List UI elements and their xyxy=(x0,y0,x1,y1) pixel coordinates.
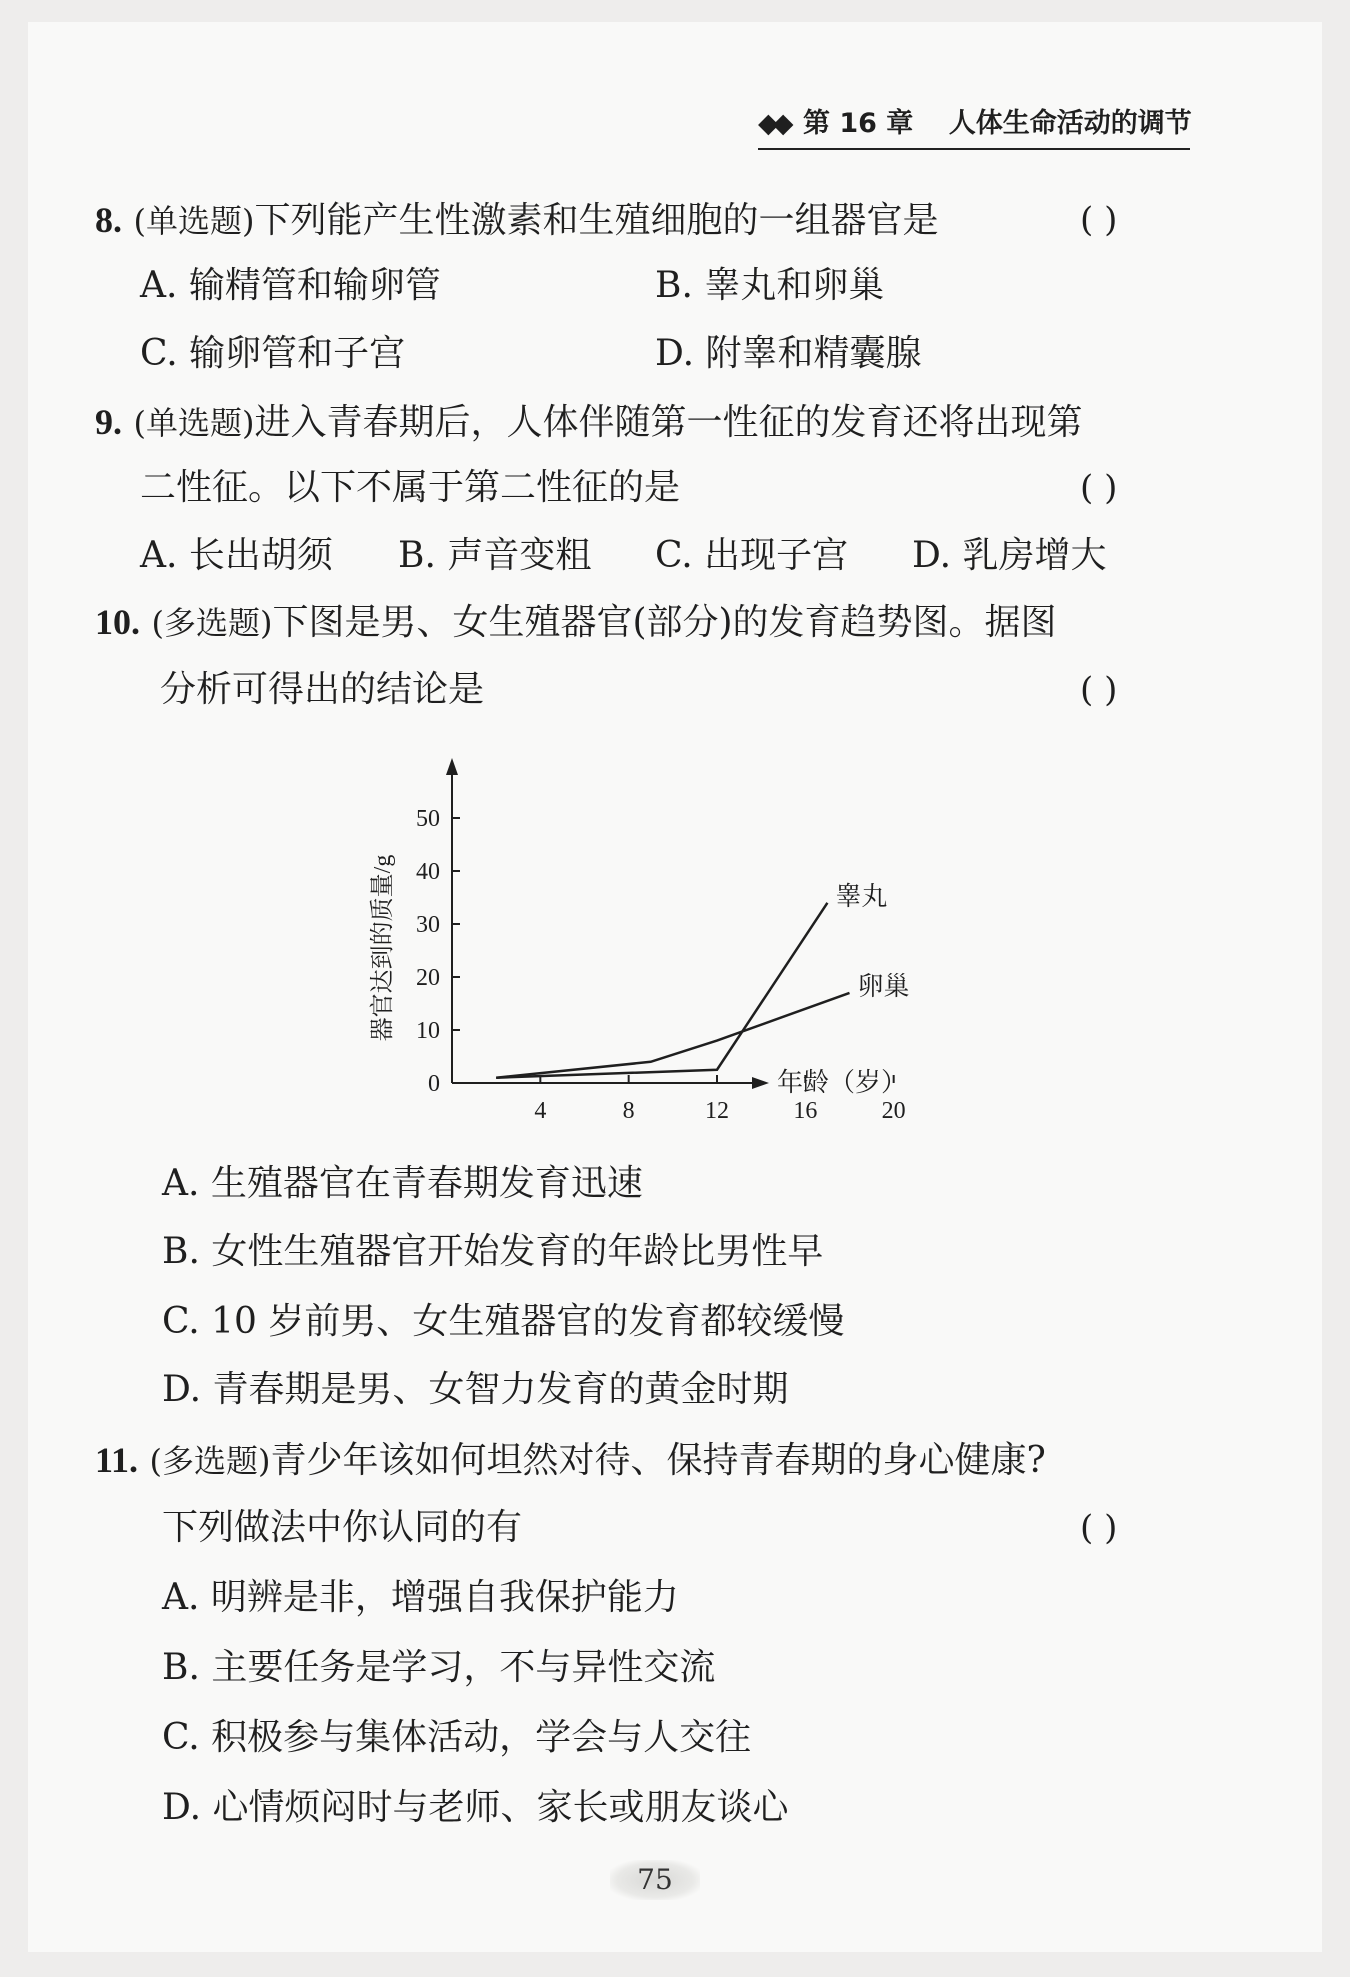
chapter-title: 人体生命活动的调节 xyxy=(948,108,1192,139)
option-a: A. 输精管和输卵管 xyxy=(140,265,441,306)
growth-chart xyxy=(355,750,975,1120)
y-tick-label: 40 xyxy=(416,859,440,885)
x-tick-label: 8 xyxy=(622,1098,635,1120)
series-label-1: 睾丸 xyxy=(835,881,888,911)
question-10-stem-cont: 分析可得出的结论是 xyxy=(160,669,485,710)
y-tick-label: 10 xyxy=(416,1018,440,1044)
y-tick-label: 30 xyxy=(416,912,440,938)
series-line-1 xyxy=(496,903,827,1078)
series-label-2: 卵巢 xyxy=(857,971,910,1001)
option-c: C. 10 岁前男、女生殖器官的发育都较缓慢 xyxy=(162,1301,845,1342)
chapter-header xyxy=(758,104,1190,150)
question-11-stem-cont: 下列做法中你认同的有 xyxy=(162,1507,523,1548)
option-b: B. 睾丸和卵巢 xyxy=(655,265,885,306)
x-tick-label: 16 xyxy=(793,1098,818,1120)
page-number: 75 xyxy=(610,1860,700,1900)
series-line-2 xyxy=(496,993,849,1078)
option-d: D. 附睾和精囊腺 xyxy=(655,333,922,374)
diamond-icon: ◆◆ xyxy=(758,108,788,139)
x-tick-label: 20 xyxy=(881,1098,906,1120)
option-b: B. 主要任务是学习，不与异性交流 xyxy=(162,1647,716,1688)
x-axis-arrow xyxy=(752,1077,769,1089)
chapter-number: 第 16 章 xyxy=(802,108,914,139)
option-a: A. 长出胡须 xyxy=(140,535,333,576)
answer-paren: ( ) xyxy=(1080,468,1118,508)
y-tick-label: 50 xyxy=(416,806,440,832)
option-d: D. 心情烦闷时与老师、家长或朋友谈心 xyxy=(162,1787,789,1828)
question-9-stem-cont: 二性征。以下不属于第二性征的是 xyxy=(140,467,681,508)
option-c: C. 出现子宫 xyxy=(655,535,849,576)
y-tick-label: 20 xyxy=(416,965,440,991)
option-b: B. 声音变粗 xyxy=(398,535,592,576)
y-tick-label: 0 xyxy=(428,1071,440,1097)
option-c: C. 积极参与集体活动，学会与人交往 xyxy=(162,1717,752,1758)
question-9-stem: 9. (单选题)进入青春期后，人体伴随第一性征的发育还将出现第 xyxy=(95,402,1083,443)
option-d: D. 青春期是男、女智力发育的黄金时期 xyxy=(162,1369,789,1410)
option-a: A. 明辨是非，增强自我保护能力 xyxy=(162,1577,679,1618)
option-d: D. 乳房增大 xyxy=(912,535,1107,576)
x-tick-label: 12 xyxy=(705,1098,729,1120)
option-b: B. 女性生殖器官开始发育的年龄比男性早 xyxy=(162,1231,824,1272)
option-c: C. 输卵管和子宫 xyxy=(140,333,406,374)
question-8-stem: 8. (单选题)下列能产生性激素和生殖细胞的一组器官是 xyxy=(95,200,939,241)
y-axis-arrow xyxy=(446,758,458,775)
answer-paren: ( ) xyxy=(1080,1508,1118,1548)
answer-paren: ( ) xyxy=(1080,200,1118,240)
x-tick-label: 4 xyxy=(534,1098,547,1120)
x-axis-label: 年龄（岁） xyxy=(777,1068,908,1097)
option-a: A. 生殖器官在青春期发育迅速 xyxy=(162,1163,643,1204)
answer-paren: ( ) xyxy=(1080,670,1118,710)
question-11-stem: 11. (多选题)青少年该如何坦然对待、保持青春期的身心健康? xyxy=(95,1440,1046,1481)
question-10-stem: 10. (多选题)下图是男、女生殖器官(部分)的发育趋势图。据图 xyxy=(95,602,1057,643)
y-axis-label: 器官达到的质量/g xyxy=(370,854,396,1042)
